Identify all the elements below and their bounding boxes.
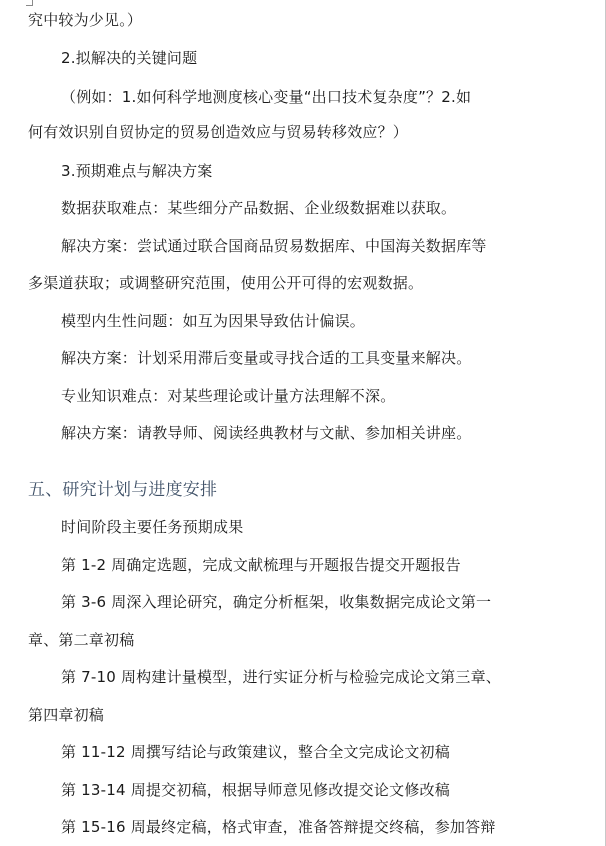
schedule-row: 第 1-2 周确定选题，完成文献梳理与开题报告提交开题报告 [61, 556, 461, 574]
text-line: 究中较为少见。） [28, 11, 143, 29]
page-corner-mark [26, 0, 33, 6]
text-line: 章、第二章初稿 [28, 631, 135, 649]
text-line: （例如：1.如何科学地测度核心变量“出口技术复杂度”？2.如 [61, 88, 472, 106]
text-line: 时间阶段主要任务预期成果 [61, 518, 244, 536]
text-line: 模型内生性问题：如互为因果导致估计偏误。 [61, 312, 366, 330]
schedule-row: 第 15-16 周最终定稿，格式审查，准备答辩提交终稿，参加答辩 [61, 818, 496, 836]
schedule-row: 第 3-6 周深入理论研究，确定分析框架，收集数据完成论文第一 [61, 593, 492, 611]
text-line: 何有效识别自贸协定的贸易创造效应与贸易转移效应？） [28, 123, 409, 141]
text-line: 第四章初稿 [28, 706, 105, 724]
text-line: 数据获取难点：某些细分产品数据、企业级数据难以获取。 [61, 199, 457, 217]
subheading-key-problems: 2.拟解决的关键问题 [61, 49, 198, 67]
subheading-difficulties: 3.预期难点与解决方案 [61, 162, 213, 180]
text-line: 多渠道获取；或调整研究范围，使用公开可得的宏观数据。 [28, 274, 424, 292]
text-line: 专业知识难点：对某些理论或计量方法理解不深。 [61, 387, 396, 405]
text-line: 解决方案：尝试通过联合国商品贸易数据库、中国海关数据库等 [61, 237, 487, 255]
schedule-row: 第 13-14 周提交初稿，根据导师意见修改提交论文修改稿 [61, 781, 450, 799]
text-line: 解决方案：计划采用滞后变量或寻找合适的工具变量来解决。 [61, 349, 472, 367]
schedule-row: 第 11-12 周撰写结论与政策建议，整合全文完成论文初稿 [61, 743, 450, 761]
section-heading: 五、研究计划与进度安排 [28, 480, 218, 500]
schedule-row: 第 7-10 周构建计量模型，进行实证分析与检验完成论文第三章、 [61, 668, 501, 686]
text-line: 解决方案：请教导师、阅读经典教材与文献、参加相关讲座。 [61, 424, 472, 442]
